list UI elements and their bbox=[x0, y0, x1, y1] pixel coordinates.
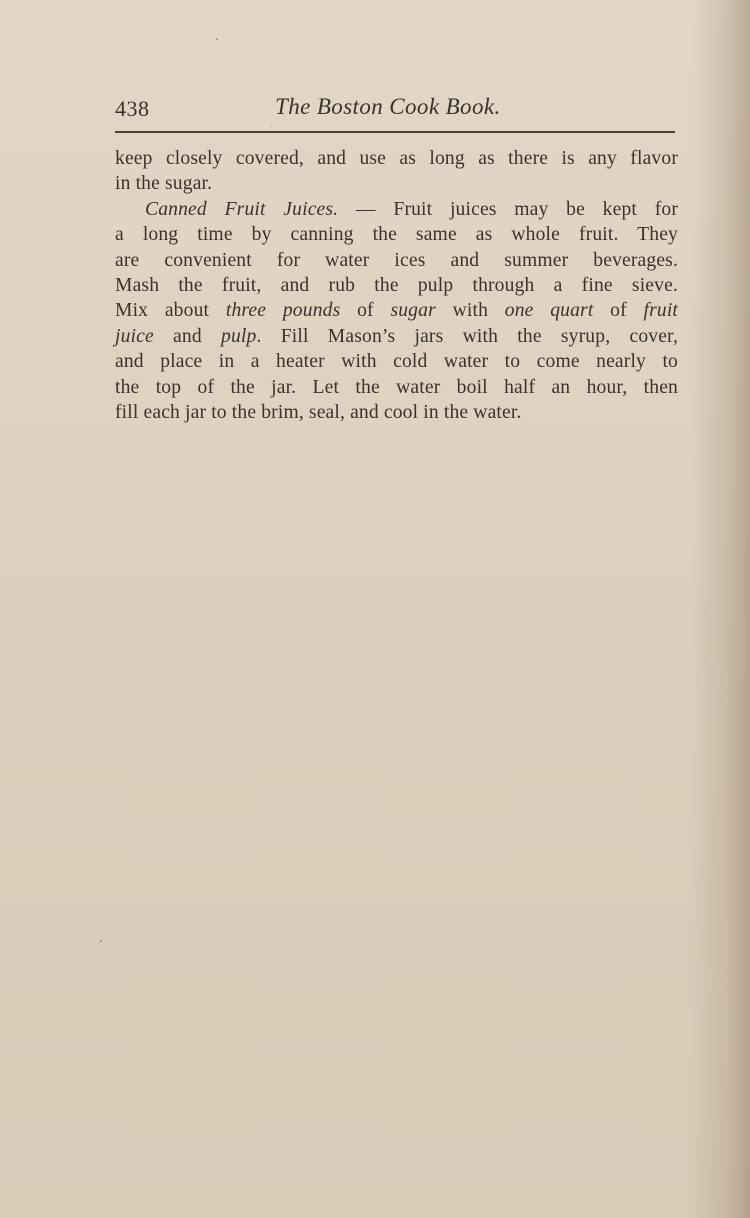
emphasis-ingredient: sugar bbox=[390, 300, 436, 322]
em-dash: — bbox=[338, 198, 394, 220]
paper-speck bbox=[100, 940, 102, 942]
emphasis-ingredient: pulp bbox=[221, 325, 257, 347]
page-header bbox=[115, 92, 675, 124]
paragraph-canned-fruit-juices bbox=[115, 197, 678, 426]
text-line: keep closely covered, and use as long as there is any flavor bbox=[115, 148, 678, 169]
text-segment: of bbox=[593, 300, 644, 322]
text-segment: of bbox=[340, 300, 391, 322]
text-line: and place in a heater with cold water to come nearly to bbox=[115, 351, 678, 373]
paper-speck bbox=[271, 126, 272, 127]
page-number: 438 bbox=[115, 96, 150, 121]
text-line: are convenient for water ices and summer beverages. bbox=[115, 249, 678, 271]
emphasis-quantity: three pounds bbox=[225, 300, 341, 322]
paper-speck bbox=[216, 38, 218, 40]
paragraph-sugar-flavor bbox=[115, 146, 678, 197]
body-text bbox=[115, 146, 678, 425]
section-title: Canned Fruit Juices. bbox=[145, 198, 339, 220]
emphasis-ingredient: fruit bbox=[643, 300, 679, 322]
text-segment: with bbox=[435, 300, 505, 322]
text-segment: Fruit juices may be kept for bbox=[393, 198, 679, 220]
running-title: The Boston Cook Book. bbox=[275, 94, 501, 119]
text-line bbox=[115, 197, 678, 222]
text-segment: . Fill Mason’s jars with the syrup, cover, bbox=[256, 325, 678, 347]
emphasis-ingredient: juice bbox=[115, 325, 154, 347]
text-line: a long time by canning the same as whole fruit. They bbox=[115, 224, 678, 246]
text-line: fill each jar to the brim, seal, and cool in the water. bbox=[115, 402, 522, 424]
text-line: in the sugar. bbox=[115, 173, 213, 195]
text-line bbox=[115, 324, 678, 349]
text-segment: Mix about bbox=[115, 300, 226, 322]
text-line: Mash the fruit, and rub the pulp through a fine sieve. bbox=[115, 275, 678, 297]
emphasis-quantity: one quart bbox=[504, 300, 594, 322]
text-line bbox=[115, 298, 678, 323]
text-line: the top of the jar. Let the water boil half an hour, then bbox=[115, 376, 678, 398]
text-segment: and bbox=[153, 325, 222, 347]
header-rule bbox=[115, 131, 675, 133]
